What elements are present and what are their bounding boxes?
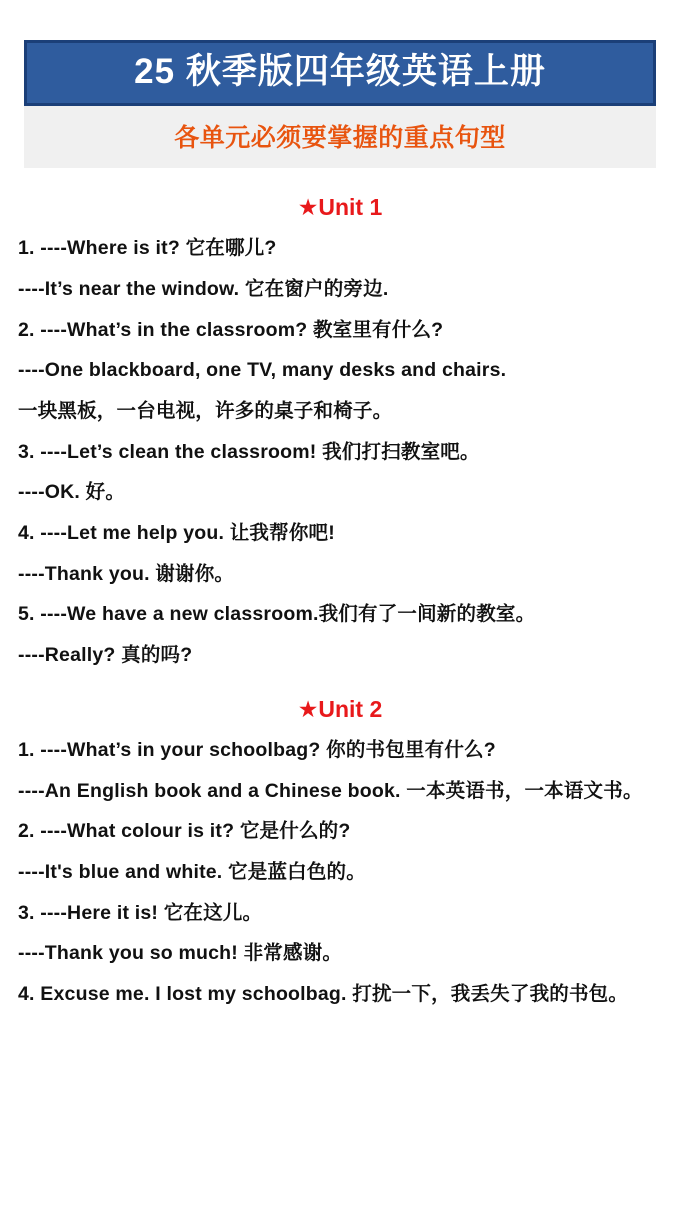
unit-2-line-3: 2. ----What colour is it? 它是什么的? xyxy=(18,820,351,843)
unit-1-line-11: ----Really? 真的吗? xyxy=(18,644,193,667)
document-header xyxy=(0,0,680,168)
unit-1-line-4: ----One blackboard, one TV, many desks and chairs. xyxy=(18,359,507,382)
unit-1-line-9: ----Thank you. 谢谢你。 xyxy=(18,562,235,585)
unit-1-line-7: ----OK. 好。 xyxy=(18,481,126,504)
unit-2-line-2: ----An English book and a Chinese book. 一本英语书，一本语文书。 xyxy=(18,779,643,802)
unit-1-line-6: 3. ----Let’s clean the classroom! 我们打扫教室吧。 xyxy=(18,440,480,463)
unit-1-line-5: 一块黑板，一台电视，许多的桌子和椅子。 xyxy=(18,400,393,422)
unit-1-heading: ★Unit 1 xyxy=(297,194,383,221)
page-subtitle: 各单元必须要掌握的重点句型 xyxy=(174,124,506,153)
unit-1-line-1: 1. ----Where is it? 它在哪儿? xyxy=(18,237,277,260)
unit-section-1 xyxy=(18,194,662,670)
unit-2-line-1: 1. ----What’s in your schoolbag? 你的书包里有什么? xyxy=(18,738,496,761)
unit-1-line-8: 4. ----Let me help you. 让我帮你吧! xyxy=(18,522,335,545)
unit-2-line-5: 3. ----Here it is! 它在这儿。 xyxy=(18,901,263,924)
unit-2-line-4: ----It's blue and white. 它是蓝白色的。 xyxy=(18,860,366,883)
unit-2-line-7: 4. Excuse me. I lost my schoolbag. 打扰一下，我丢失了我的书包。 xyxy=(18,982,629,1005)
page-title: 25 秋季版四年级英语上册 xyxy=(134,52,546,91)
unit-1-line-2: ----It’s near the window. 它在窗户的旁边. xyxy=(18,277,389,300)
document-body xyxy=(0,194,680,1008)
unit-2-heading: ★Unit 2 xyxy=(297,695,383,722)
unit-2-line-6: ----Thank you so much! 非常感谢。 xyxy=(18,942,343,965)
unit-1-line-10: 5. ----We have a new classroom.我们有了一间新的教室。 xyxy=(18,603,536,626)
unit-section-2 xyxy=(18,696,662,1009)
subtitle-banner xyxy=(24,106,656,168)
unit-1-line-3: 2. ----What’s in the classroom? 教室里有什么? xyxy=(18,318,444,341)
title-banner xyxy=(24,40,656,106)
